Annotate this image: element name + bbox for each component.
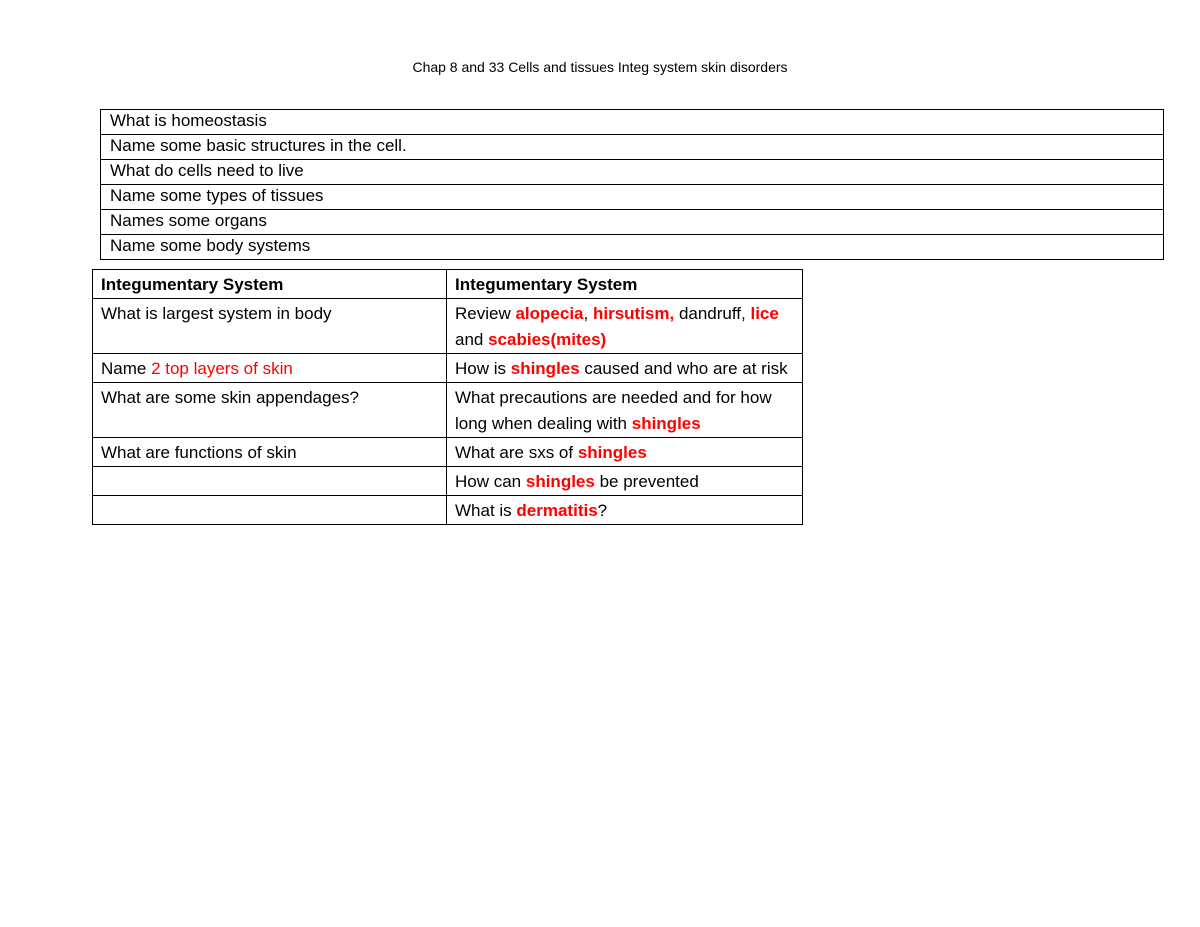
highlight-term: lice: [750, 304, 779, 323]
question-cell: Name some body systems: [101, 235, 1164, 260]
table-row: [93, 299, 803, 354]
integumentary-system-table: [92, 269, 803, 525]
table-row: [93, 438, 803, 467]
cell-text: What is: [455, 501, 517, 520]
cell-text: What are sxs of: [455, 443, 578, 462]
question-cell: Name some basic structures in the cell.: [101, 135, 1164, 160]
left-cell: [93, 354, 447, 383]
table-row: [101, 110, 1164, 135]
cell-text: What precautions are needed and for how long when dealing with: [455, 388, 772, 433]
left-cell: What are functions of skin: [93, 438, 447, 467]
table-row: [101, 160, 1164, 185]
cell-text: ,: [583, 304, 593, 323]
table-row: [93, 354, 803, 383]
highlight-term: shingles: [525, 472, 595, 491]
cell-text: ?: [597, 501, 608, 520]
highlight-term: shingles: [577, 443, 647, 462]
question-cell: What is homeostasis: [101, 110, 1164, 135]
cell-text: and: [455, 330, 489, 349]
table-header-row: [93, 270, 803, 299]
cell-text: Review: [455, 304, 516, 323]
highlight-term: scabies(mites): [488, 330, 607, 349]
table-row: [93, 383, 803, 438]
highlight-phrase: 2 top layers of skin: [151, 359, 293, 378]
table-row: [101, 185, 1164, 210]
right-cell: [447, 438, 803, 467]
right-cell: [447, 299, 803, 354]
table-row: [93, 467, 803, 496]
cell-text: dandruff,: [674, 304, 751, 323]
cell-text: be prevented: [594, 472, 699, 491]
question-cell: Names some organs: [101, 210, 1164, 235]
highlight-term: hirsutism,: [592, 304, 675, 323]
question-cell: Name some types of tissues: [101, 185, 1164, 210]
left-cell: What are some skin appendages?: [93, 383, 447, 438]
right-cell: [447, 496, 803, 525]
column-header-left: Integumentary System: [93, 270, 447, 299]
review-questions-table: [100, 109, 1164, 260]
column-header-right: Integumentary System: [447, 270, 803, 299]
cell-text: How can: [455, 472, 526, 491]
table-row: [101, 135, 1164, 160]
right-cell: [447, 467, 803, 496]
cell-text: caused and who are at risk: [579, 359, 788, 378]
page-title: Chap 8 and 33 Cells and tissues Integ system skin disorders: [412, 59, 788, 75]
right-cell: [447, 383, 803, 438]
cell-text: How is: [455, 359, 511, 378]
highlight-term: alopecia: [515, 304, 584, 323]
table-row: [93, 496, 803, 525]
cell-text: Name: [101, 359, 152, 378]
highlight-term: shingles: [510, 359, 580, 378]
highlight-term: shingles: [631, 414, 701, 433]
left-cell: What is largest system in body: [93, 299, 447, 354]
question-cell: What do cells need to live: [101, 160, 1164, 185]
table-row: [101, 210, 1164, 235]
left-cell: [93, 496, 447, 525]
table-row: [101, 235, 1164, 260]
right-cell: [447, 354, 803, 383]
highlight-term: dermatitis: [516, 501, 598, 520]
left-cell: [93, 467, 447, 496]
